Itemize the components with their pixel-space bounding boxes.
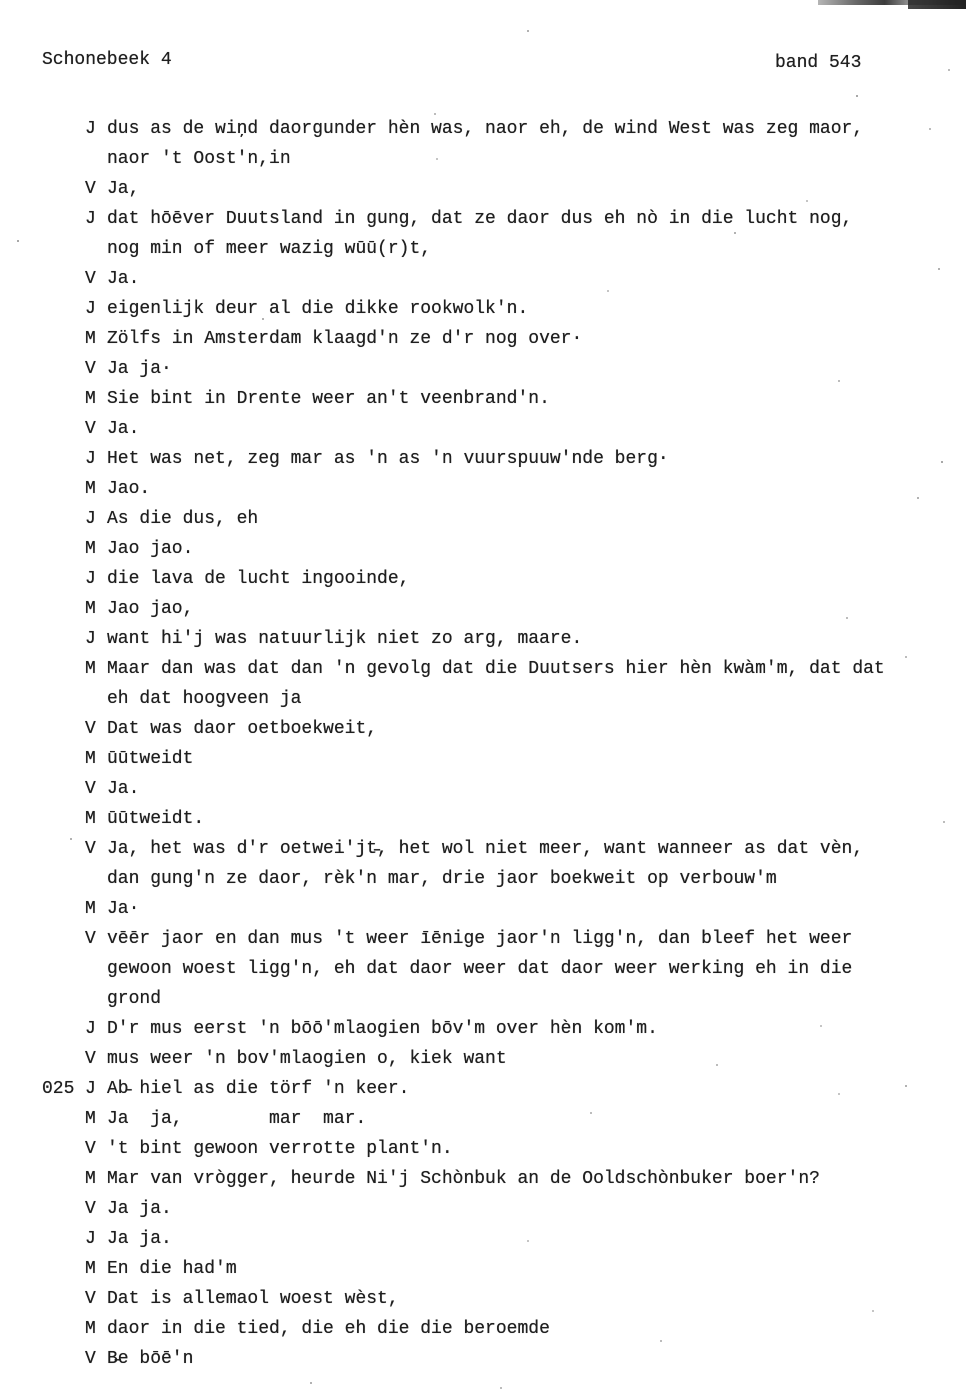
utterance-text: Ja, het was d'r oetwei'jt̵, het wol niet meer, want wanneer as dat vèn, [107,839,864,859]
transcript-line [42,1014,942,1044]
transcript-line [42,1284,942,1314]
utterance-text: Ja ja· [107,359,172,379]
transcript-line [42,1344,942,1374]
speaker-code: M [85,1319,96,1339]
speaker-code: V [85,779,96,799]
utterance-text: Ja. [107,419,140,439]
utterance-text: B̵e bōē'n [107,1349,194,1369]
scan-artifact-corner [908,0,966,9]
utterance-text: dat hōēver Duutsland in gung, dat ze daor dus eh nò in die lucht nog, [107,209,853,229]
utterance-text: mus weer 'n bov'mlaogien o, kiek want [107,1049,507,1069]
speaker-code: M [85,479,96,499]
transcript-line [42,414,942,444]
transcript-line [42,474,942,504]
utterance-text: Ab̵ hiel as die törf 'n keer. [107,1079,410,1099]
transcript-line [42,204,942,234]
utterance-text: Sie bint in Drente weer an't veenbrand'n. [107,389,550,409]
transcript-line [42,1254,942,1284]
utterance-text: Ja· [107,899,140,919]
transcript-line [42,954,942,984]
speaker-code: V [85,839,96,859]
speaker-code: J [85,629,96,649]
utterance-text: Dat was daor oetboekweit, [107,719,378,739]
transcript-line [42,864,942,894]
transcript-line [42,834,942,864]
speaker-code: M [85,599,96,619]
utterance-text: die lava de lucht ingooinde, [107,569,410,589]
speaker-code: V [85,179,96,199]
transcript-line [42,384,942,414]
speaker-code: M [85,809,96,829]
transcript-line [42,1314,942,1344]
transcript-body [42,114,942,1374]
speaker-code: V [85,1199,96,1219]
utterance-text: Jao jao, [107,599,194,619]
utterance-text: Zölfs in Amsterdam klaagd'n ze d'r nog over· [107,329,583,349]
speaker-code: V [85,1289,96,1309]
transcript-line [42,174,942,204]
utterance-text: ūūtweidt [107,749,194,769]
utterance-text: Ja ja. [107,1199,172,1219]
transcript-line [42,354,942,384]
utterance-text: dan gung'n ze daor, rèk'n mar, drie jaor boekweit op verbouw'm [107,869,777,889]
transcript-line [42,324,942,354]
utterance-text: gewoon woest ligg'n, eh dat daor weer dat daor weer werking eh in die [107,959,853,979]
transcript-line [42,744,942,774]
utterance-text: Jao jao. [107,539,194,559]
utterance-text: Ja ja, mar mar. [107,1109,367,1129]
speaker-code: M [85,899,96,919]
speaker-code: M [85,1169,96,1189]
utterance-text: eigenlijk deur al die dikke rookwolk'n. [107,299,529,319]
speaker-code: M [85,1259,96,1279]
speaker-code: V [85,1139,96,1159]
speaker-code: M [85,659,96,679]
transcript-line [42,1074,942,1104]
transcript-line [42,1194,942,1224]
speaker-code: M [85,749,96,769]
transcript-line [42,714,942,744]
utterance-text: Dat is allemaol woest wèst, [107,1289,399,1309]
utterance-text: Ja, [107,179,140,199]
speaker-code: V [85,1349,96,1369]
transcript-line [42,894,942,924]
line-number: 025 [42,1079,75,1099]
speaker-code: V [85,419,96,439]
transcript-line [42,114,942,144]
transcript-line [42,594,942,624]
speaker-code: M [85,389,96,409]
transcript-line [42,144,942,174]
transcript-line [42,504,942,534]
speaker-code: J [85,1079,96,1099]
speaker-code: V [85,1049,96,1069]
speaker-code: J [85,119,96,139]
utterance-text: Maar dan was dat dan 'n gevolg dat die Duutsers hier hèn kwàm'm, dat dat [107,659,885,679]
speaker-code: J [85,299,96,319]
speaker-code: M [85,1109,96,1129]
speaker-code: J [85,1229,96,1249]
transcript-line [42,534,942,564]
utterance-text: Ja. [107,779,140,799]
transcript-line [42,924,942,954]
transcript-line [42,774,942,804]
transcript-line [42,234,942,264]
speaker-code: J [85,509,96,529]
utterance-text: Het was net, zeg mar as 'n as 'n vuurspuuw'nde berg· [107,449,669,469]
utterance-text: As die dus, eh [107,509,259,529]
utterance-text: nog min of meer wazig wūū(r)t, [107,239,432,259]
utterance-text: Ja. [107,269,140,289]
transcript-line [42,294,942,324]
utterance-text: dus as de wiņd daorgunder hèn was, naor eh, de wind West was zeg maor, [107,119,864,139]
document-title: Schonebeek 4 [42,50,172,70]
speaker-code: M [85,329,96,349]
speaker-code: M [85,539,96,559]
transcript-line [42,1224,942,1254]
utterance-text: 't bint gewoon verrotte plant'n. [107,1139,453,1159]
speaker-code: J [85,449,96,469]
utterance-text: Jao. [107,479,151,499]
utterance-text: naor 't Oost'n,in [107,149,291,169]
transcript-line [42,654,942,684]
speaker-code: J [85,569,96,589]
transcript-line [42,444,942,474]
transcript-line [42,564,942,594]
transcript-line [42,984,942,1014]
transcript-line [42,684,942,714]
utterance-text: want hi'j was natuurlijk niet zo arg, maare. [107,629,583,649]
transcript-line [42,1134,942,1164]
utterance-text: Mar van vrògger, heurde Ni'j Schònbuk an de Ooldschònbuker boer'n? [107,1169,820,1189]
transcript-line [42,264,942,294]
speaker-code: J [85,1019,96,1039]
transcript-line [42,804,942,834]
utterance-text: En die had'm [107,1259,237,1279]
transcript-line [42,624,942,654]
speaker-code: J [85,209,96,229]
speaker-code: V [85,359,96,379]
utterance-text: vēēr jaor en dan mus 't weer īēnige jaor'n ligg'n, dan bleef het weer [107,929,853,949]
speaker-code: V [85,269,96,289]
utterance-text: Ja ja. [107,1229,172,1249]
speaker-code: V [85,929,96,949]
utterance-text: daor in die tied, die eh die die beroemde [107,1319,550,1339]
transcript-line [42,1044,942,1074]
scan-specks [0,0,2,2]
transcript-line [42,1164,942,1194]
speaker-code: V [85,719,96,739]
transcript-line [42,1104,942,1134]
utterance-text: grond [107,989,162,1009]
utterance-text: ūūtweidt. [107,809,205,829]
band-number: band 543 [775,53,862,73]
utterance-text: eh dat hoogveen ja [107,689,302,709]
utterance-text: D'r mus eerst 'n bōō'mlaogien bōv'm over hèn kom'm. [107,1019,658,1039]
